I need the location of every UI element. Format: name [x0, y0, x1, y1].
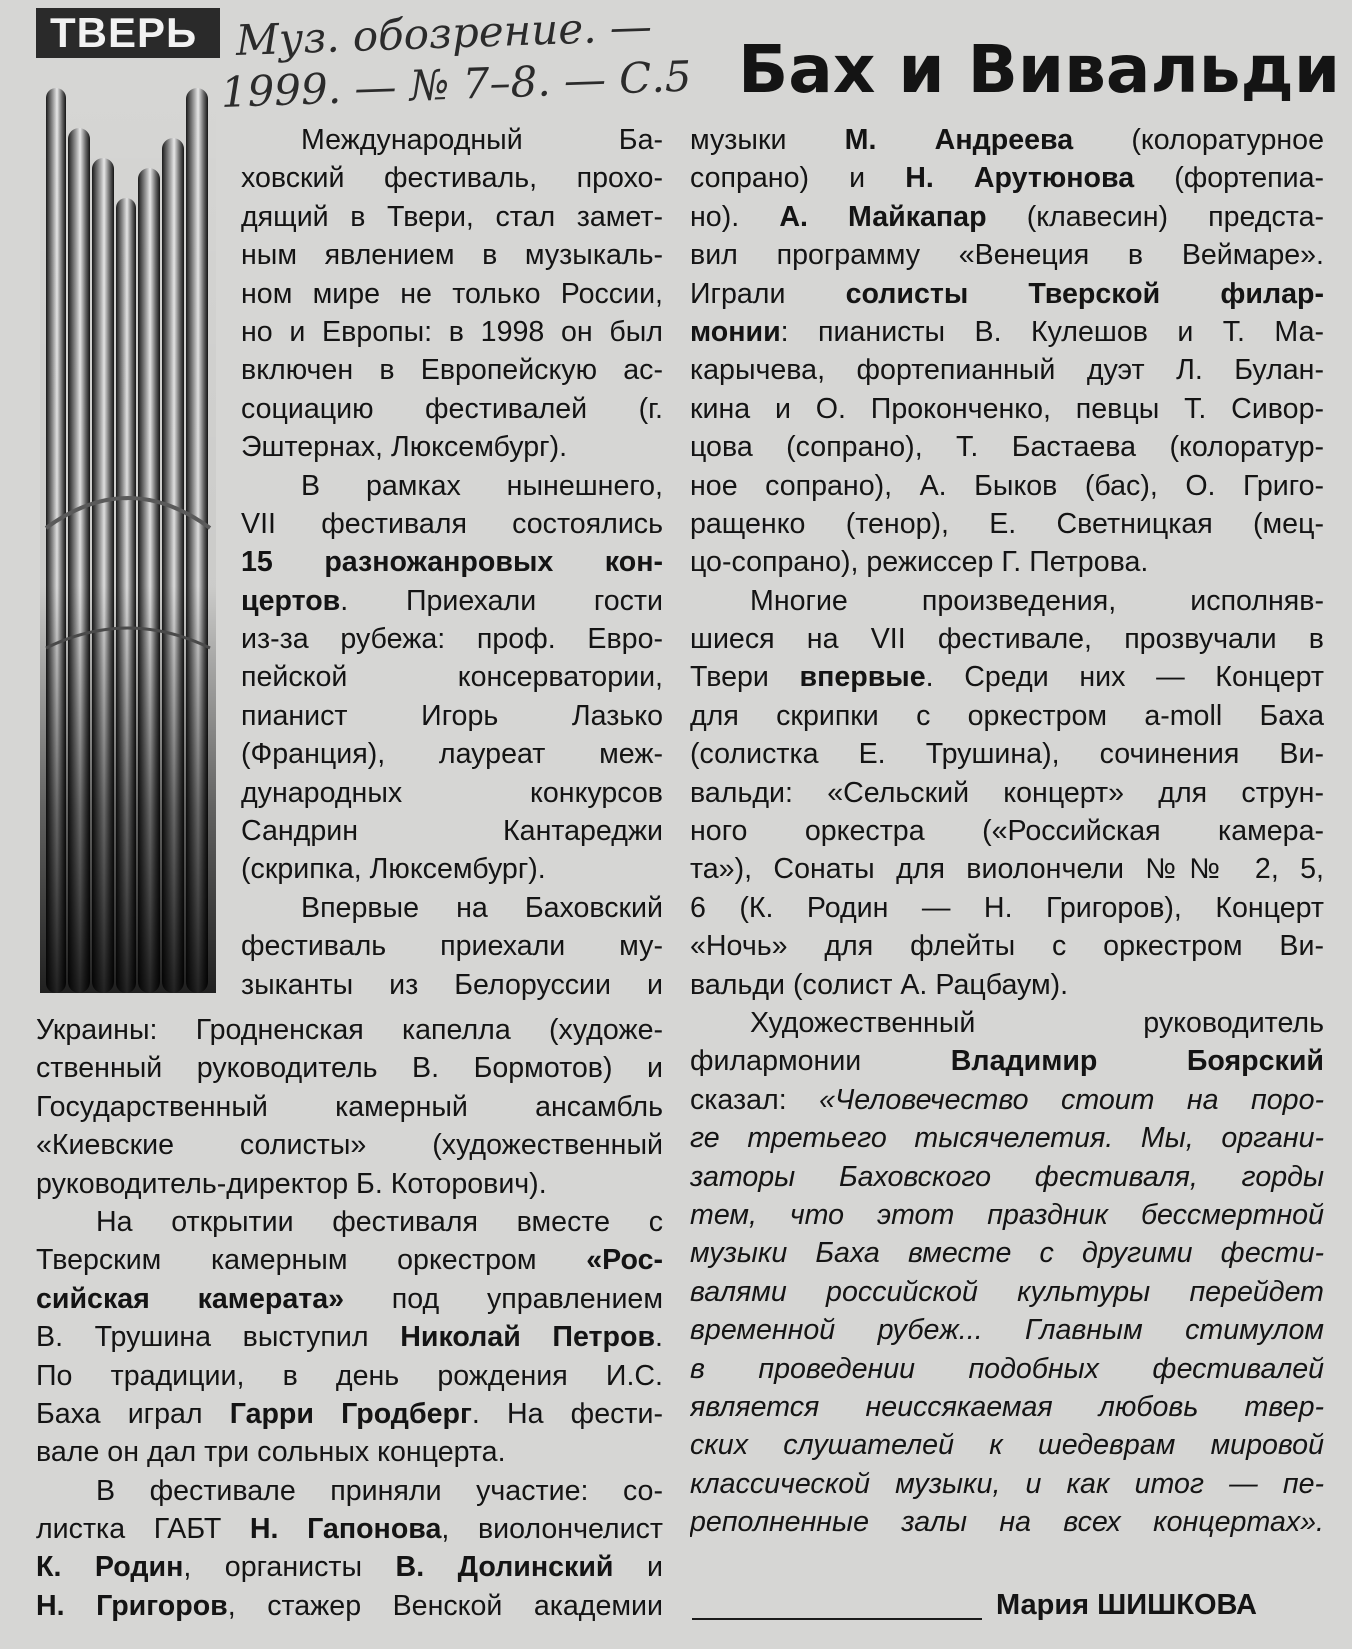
- text-line: В. Трушина выступил Николай Петров.: [36, 1321, 663, 1354]
- text-line: Играли солисты Тверской филар-: [690, 277, 1324, 310]
- handwritten-citation-line-1: Муз. обозрение. —: [235, 1, 653, 65]
- column-a: [241, 121, 663, 1004]
- text-line: монии: пианисты В. Кулешов и Т. Ма-: [690, 315, 1324, 348]
- text-line: Международный Ба-: [301, 124, 663, 156]
- quote-line: ских слушателей к шедеврам мировой: [690, 1429, 1324, 1462]
- quote-line: классической музыки, и как итог — пе-: [690, 1467, 1324, 1500]
- text-line: Впервые на Баховский: [301, 891, 663, 924]
- text-line: включен в Европейскую ас-: [241, 354, 663, 387]
- text-line: цова (сопрано), Т. Бастаева (колоратур-: [690, 431, 1324, 464]
- text-line: пианист Игорь Лазько: [241, 699, 663, 732]
- text-line: ращенко (тенор), Е. Светницкая (мец-: [690, 507, 1324, 540]
- handwritten-citation-line-2: 1999. — № 7–8. — С.5: [220, 51, 693, 117]
- bold-phrase: «Рос-: [586, 1244, 663, 1277]
- text-line: (скрипка, Люксембург).: [241, 853, 546, 886]
- quote-line: валями российской культуры перейдет: [690, 1275, 1324, 1308]
- text-line: Украины: Гродненская капелла (художе-: [36, 1014, 663, 1046]
- text-line: сийская камерата» под управлением: [36, 1282, 663, 1315]
- bold-phrase: В. Долинский: [395, 1551, 614, 1584]
- text-line: Н. Григоров, стажер Венской академии: [36, 1589, 663, 1622]
- text-line: карычева, фортепианный дуэт Л. Булан-: [690, 354, 1324, 387]
- text-line: фестиваль приехали му-: [241, 930, 663, 963]
- section-rubric: ТВЕРЬ: [36, 8, 220, 58]
- text-line: дународных конкурсов: [241, 776, 663, 809]
- text-line: ховский фестиваль, прохо-: [241, 162, 663, 195]
- bold-phrase: солисты Тверской филар-: [845, 277, 1324, 310]
- quote-line: ге третьего тысячелетия. Мы, органи-: [690, 1122, 1324, 1155]
- bold-phrase: Владимир Боярский: [950, 1045, 1324, 1078]
- text-line: Многие произведения, исполняв-: [750, 584, 1324, 617]
- text-line: ном мире не только России,: [241, 277, 663, 310]
- text-line: 6 (К. Родин — Н. Григоров), Концерт: [690, 891, 1324, 924]
- quote-line: реполненные залы на всех концертах».: [690, 1506, 1324, 1539]
- bold-phrase: впервые: [799, 661, 926, 694]
- text-line: шиеся на VII фестивале, прозвучали в: [690, 623, 1324, 656]
- text-line: зыканты из Белоруссии и: [241, 968, 663, 1001]
- text-line: сказал: «Человечество стоит на поро-: [690, 1083, 1324, 1116]
- bold-phrase: Николай Петров: [400, 1321, 656, 1354]
- author-signature: Мария ШИШКОВА: [996, 1589, 1257, 1621]
- column-c: [690, 121, 1324, 1541]
- text-line: дящий в Твери, стал замет-: [241, 200, 663, 233]
- text-line-bold: 15 разножанровых кон-: [241, 546, 663, 579]
- text-line: В рамках нынешнего,: [301, 469, 663, 502]
- text-line: ного оркестра («Российская камера-: [690, 815, 1324, 848]
- text-line: цертов. Приехали гости: [241, 584, 663, 617]
- article-headline: Бах и Вивальди: [738, 31, 1341, 108]
- text-line: Государственный камерный ансамбль: [36, 1090, 663, 1123]
- text-line: филармонии Владимир Боярский: [690, 1045, 1324, 1078]
- bold-phrase: Н. Гапонова: [249, 1513, 442, 1546]
- text-line: социацию фестивалей (г.: [241, 392, 663, 425]
- text-line: кина и О. Проконченко, певцы Т. Сивор-: [690, 392, 1324, 425]
- bold-phrase: Н. Григоров: [36, 1589, 228, 1622]
- text-line: Сандрин Кантареджи: [241, 815, 663, 848]
- text-line: сопрано) и Н. Арутюнова (фортепиа-: [690, 162, 1324, 195]
- quote-line: музыки Баха вместе с другими фести-: [690, 1237, 1324, 1270]
- text-line: та»), Сонаты для виолончели №№ 2, 5,: [690, 853, 1324, 886]
- bold-phrase: сийская камерата»: [36, 1282, 345, 1315]
- text-line: для скрипки с оркестром a-moll Баха: [690, 699, 1324, 732]
- quote-line: является неиссякаемая любовь твер-: [690, 1390, 1324, 1423]
- bold-phrase: М. Андреева: [844, 124, 1074, 156]
- text-line: (Франция), лауреат меж-: [241, 738, 663, 771]
- text-line: Художественный руководитель: [750, 1006, 1324, 1039]
- text-line: ным явлением в музыкаль-: [241, 239, 663, 272]
- text-line: но). А. Майкапар (клавесин) предста-: [690, 200, 1324, 233]
- text-line: вале он дал три сольных концерта.: [36, 1436, 506, 1469]
- bold-phrase: цертов: [241, 584, 341, 617]
- text-line: вальди: «Сельский концерт» для струн-: [690, 776, 1324, 809]
- text-line: вил программу «Венеция в Веймаре».: [690, 239, 1324, 272]
- text-line: но и Европы: в 1998 он был: [241, 315, 663, 348]
- quote-line: заторы Баховского фестиваля, горды: [690, 1160, 1324, 1193]
- text-line: вальди (солист А. Рацбаум).: [690, 968, 1069, 1001]
- text-line: К. Родин, органисты В. Долинский и: [36, 1551, 663, 1584]
- text-line: «Киевские солисты» (художественный: [36, 1129, 663, 1162]
- text-line: листка ГАБТ Н. Гапонова, виолончелист: [36, 1513, 663, 1546]
- text-line: Баха играл Гарри Гродберг. На фести-: [36, 1397, 663, 1430]
- text-line: ственный руководитель В. Бормотов) и: [36, 1052, 663, 1085]
- text-line: Эштернах, Люксембург).: [241, 431, 568, 464]
- text-line: «Ночь» для флейты с оркестром Ви-: [690, 930, 1324, 963]
- text-line: из-за рубежа: проф. Евро-: [241, 623, 663, 656]
- text-line: VII фестиваля состоялись: [241, 507, 663, 540]
- text-line: По традиции, в день рождения И.С.: [36, 1359, 663, 1392]
- quote-line: в проведении подобных фестивалей: [690, 1352, 1324, 1385]
- bold-phrase: Н. Арутюнова: [905, 162, 1135, 195]
- column-b: [36, 1011, 663, 1625]
- text-line: музыки М. Андреева (колоратурное: [690, 124, 1324, 156]
- text-line: руководитель-директор Б. Которович).: [36, 1167, 547, 1200]
- text-line: На открытии фестиваля вместе с: [96, 1205, 663, 1238]
- organ-pipes-photo: [40, 88, 216, 993]
- bold-phrase: К. Родин: [36, 1551, 184, 1584]
- text-line: Тверским камерным оркестром «Рос-: [36, 1244, 663, 1277]
- bold-phrase: монии: [690, 315, 781, 348]
- text-line: Твери впервые. Среди них — Концерт: [690, 661, 1324, 694]
- text-line: пейской консерватории,: [241, 661, 663, 694]
- signature-rule: [692, 1618, 982, 1620]
- quote-line: временной рубеж... Главным стимулом: [690, 1314, 1324, 1347]
- text-line: ное сопрано), А. Быков (бас), О. Григо-: [690, 469, 1324, 502]
- bold-phrase: Гарри Гродберг: [229, 1397, 472, 1430]
- text-line: цо-сопрано), режиссер Г. Петрова.: [690, 546, 1149, 579]
- italic-quote: «Человечество стоит на поро-: [819, 1083, 1324, 1116]
- quote-line: тем, что этот праздник бессмертной: [690, 1198, 1324, 1231]
- text-line: (солистка Е. Трушина), сочинения Ви-: [690, 738, 1324, 771]
- bold-phrase: А. Майкапар: [779, 200, 987, 233]
- text-line: В фестивале приняли участие: со-: [96, 1474, 663, 1507]
